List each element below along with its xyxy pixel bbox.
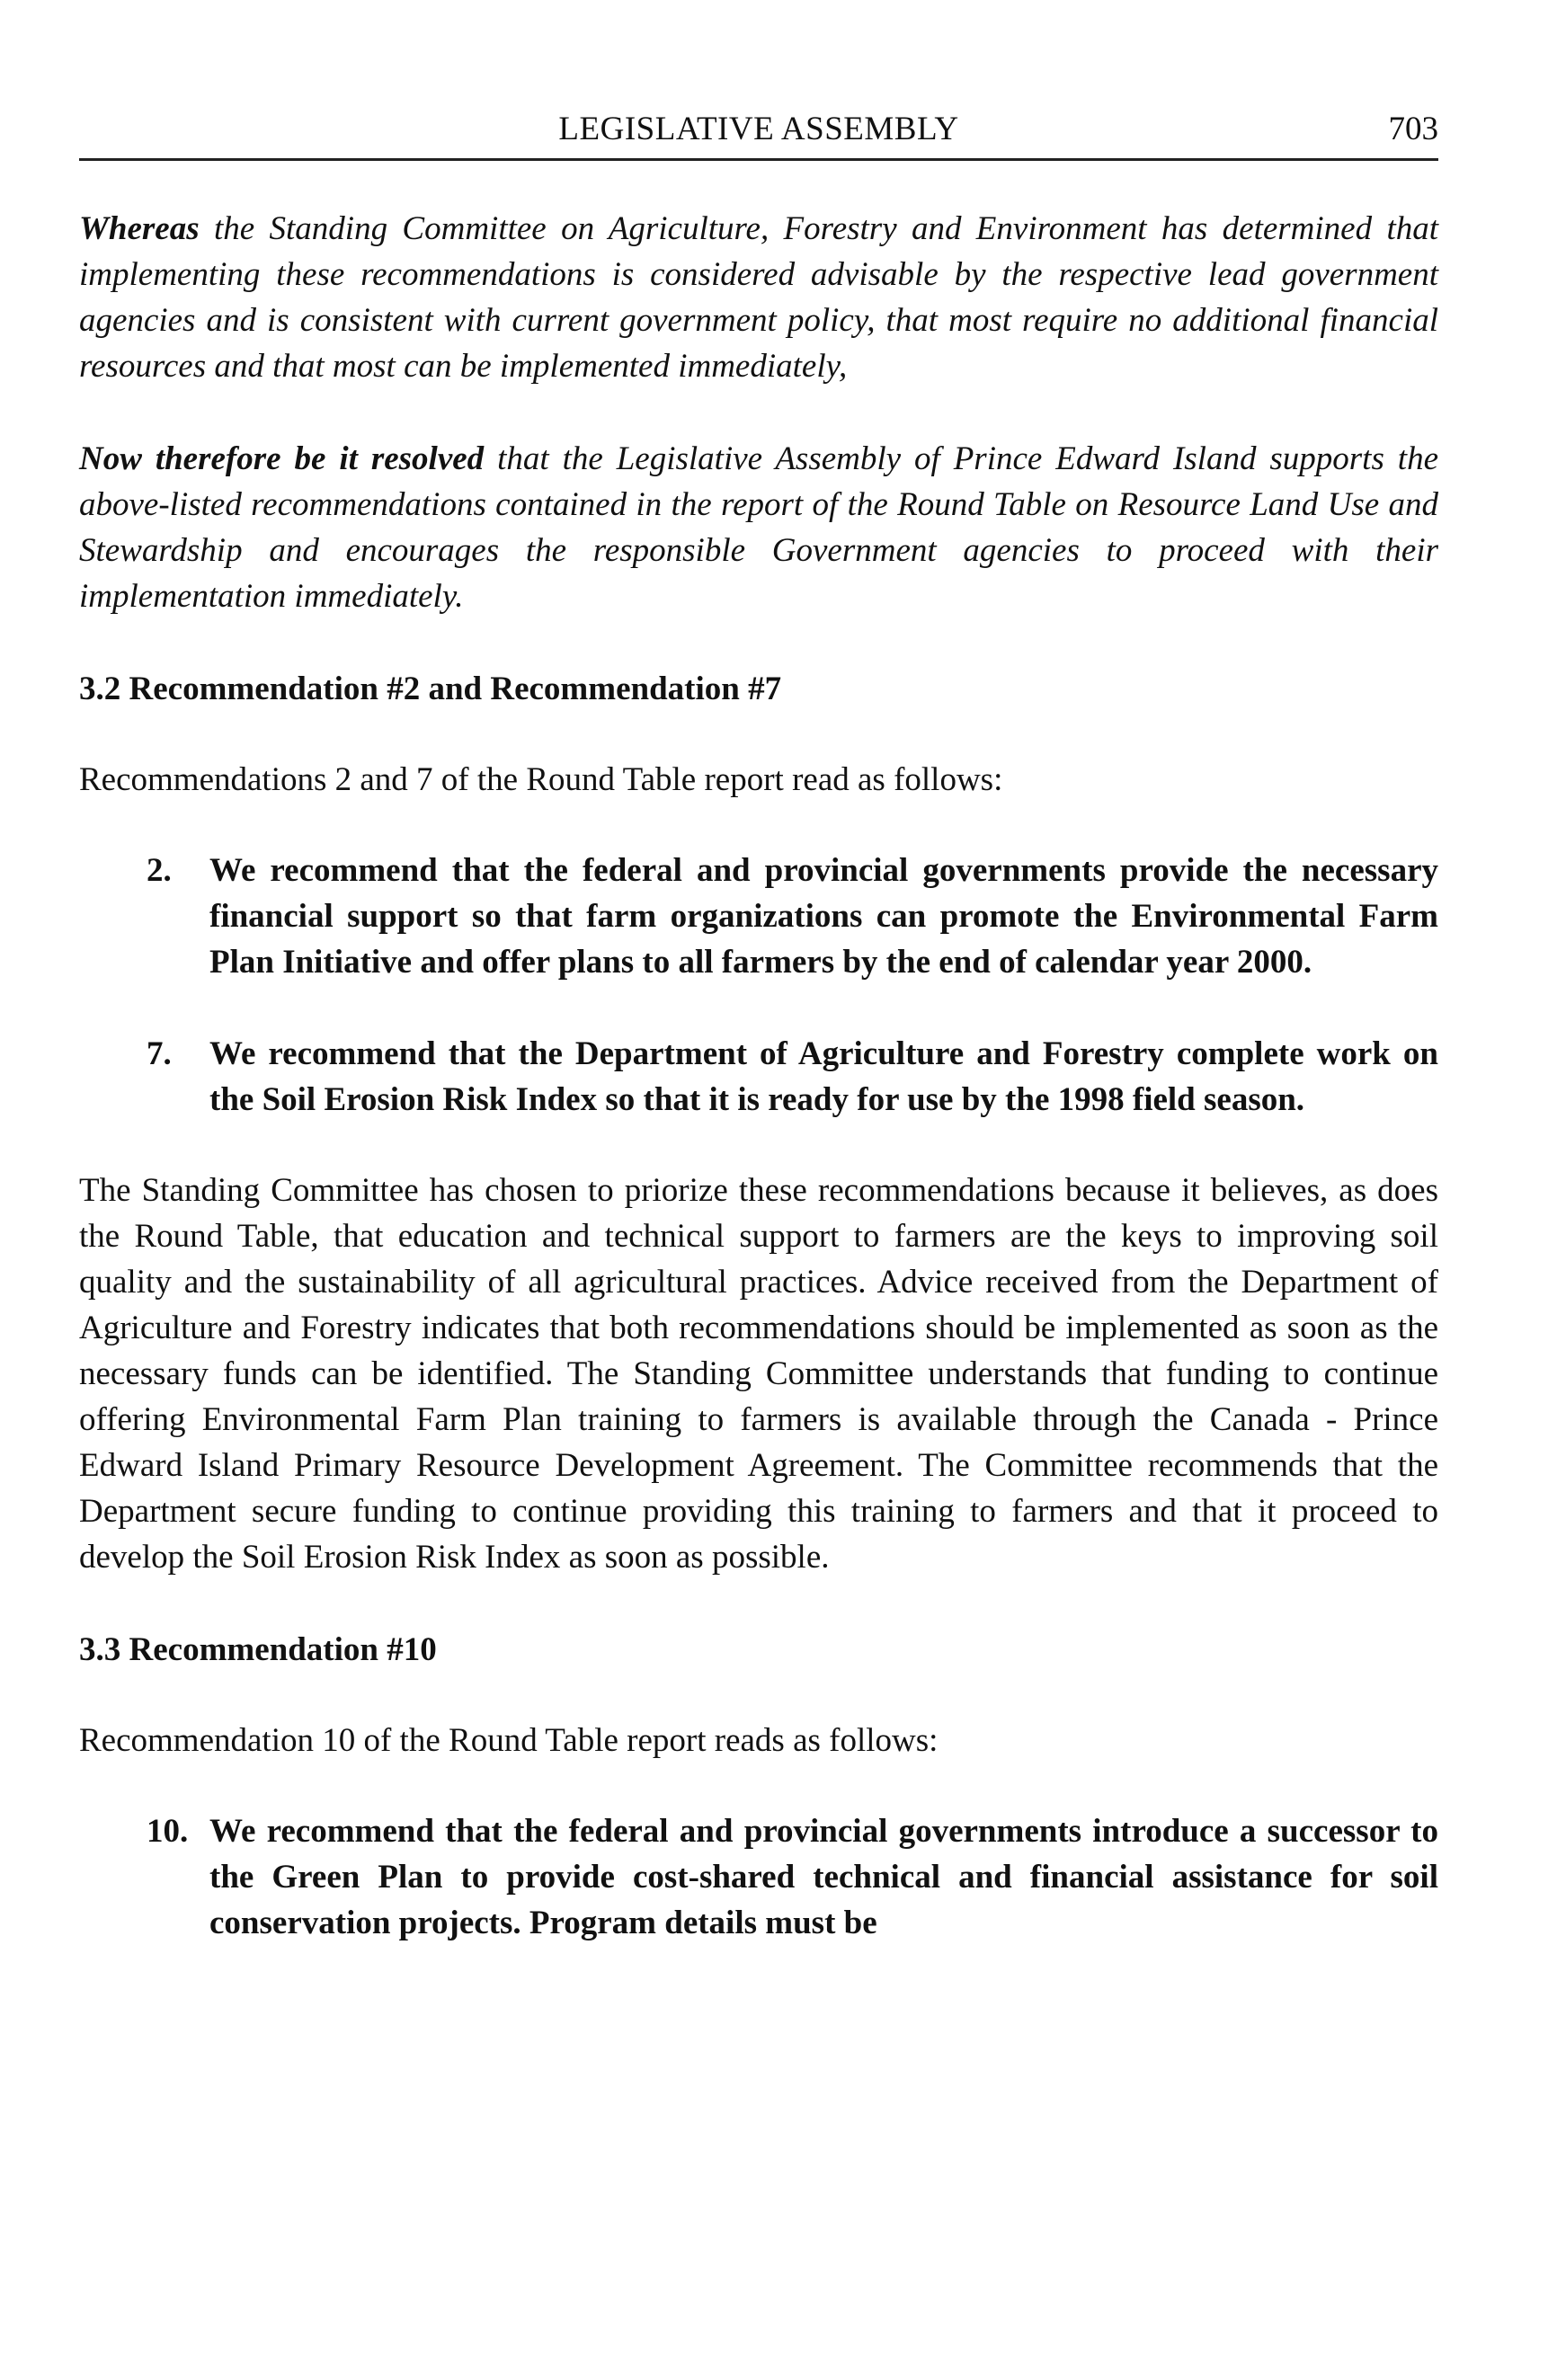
- section-heading-3-3: 3.3 Recommendation #10: [79, 1631, 437, 1668]
- recommendation-item: [147, 1808, 1438, 1946]
- recommendation-text: We recommend that the Department of Agriculture and Forestry complete work on the Soil Erosion Risk Index so that it is ready for use by the 1998 field season.: [209, 1035, 1438, 1118]
- section-heading-3-2: 3.2 Recommendation #2 and Recommendation #7: [79, 670, 782, 707]
- resolution-lead: Now therefore be it resolved: [79, 440, 485, 477]
- recommendation-list-3-2: [79, 848, 1438, 1123]
- recommendation-text: We recommend that the federal and provincial governments introduce a successor to the Green Plan to provide cost-shared technical and financial assistance for soil conservation projects. Program details must be: [209, 1813, 1438, 1941]
- document-page: [79, 106, 1438, 1946]
- whereas-lead: Whereas: [79, 210, 200, 247]
- recommendation-list-3-3: [79, 1808, 1438, 1946]
- recommendation-item: [147, 1031, 1438, 1123]
- whereas-text: the Standing Committee on Agriculture, Forestry and Environment has determined that implementing these recommendations is considered advisable by the respective lead government agencies and is consistent with current government policy, that most require no additional financial resources and that most can be implemented immediately,: [79, 210, 1438, 385]
- recommendation-number: 7.: [147, 1035, 172, 1072]
- committee-rationale-paragraph: The Standing Committee has chosen to priorize these recommendations because it believes, as does the Round Table, that education and technical support to farmers are the keys to improving soil quality and the sustainability of all agricultural practices. Advice received from the Department of Agriculture and Forestry indicates that both recommendations should be implemented as soon as the necessary funds can be identified. The Standing Committee understands that funding to continue offering Environmental Farm Plan training to farmers is available through the Canada - Prince Edward Island Primary Resource Development Agreement. The Committee recommends that the Department secure funding to continue providing this training to farmers and that it proceed to develop the Soil Erosion Risk Index as soon as possible.: [79, 1172, 1438, 1576]
- section-intro-3-2: Recommendations 2 and 7 of the Round Table report read as follows:: [79, 761, 1003, 798]
- section-intro-3-3: Recommendation 10 of the Round Table report reads as follows:: [79, 1722, 939, 1759]
- recommendation-text: We recommend that the federal and provincial governments provide the necessary financial support so that farm organizations can promote the Environmental Farm Plan Initiative and offer plans to all farmers by the end of calendar year 2000.: [209, 852, 1438, 981]
- recommendation-item: [147, 848, 1438, 985]
- resolution-paragraph: [79, 436, 1438, 619]
- header-title: LEGISLATIVE ASSEMBLY: [558, 111, 959, 147]
- resolution-text: that the Legislative Assembly of Prince Edward Island supports the above-listed recommendations contained in the report of the Round Table on Resource Land Use and Stewardship and encourages the responsible Government agencies to proceed with their implementation immediately.: [79, 440, 1438, 615]
- recommendation-number: 10.: [147, 1813, 189, 1850]
- page-number: 703: [1388, 111, 1438, 147]
- running-header: [79, 106, 1438, 161]
- recommendation-number: 2.: [147, 852, 172, 889]
- whereas-paragraph: [79, 206, 1438, 389]
